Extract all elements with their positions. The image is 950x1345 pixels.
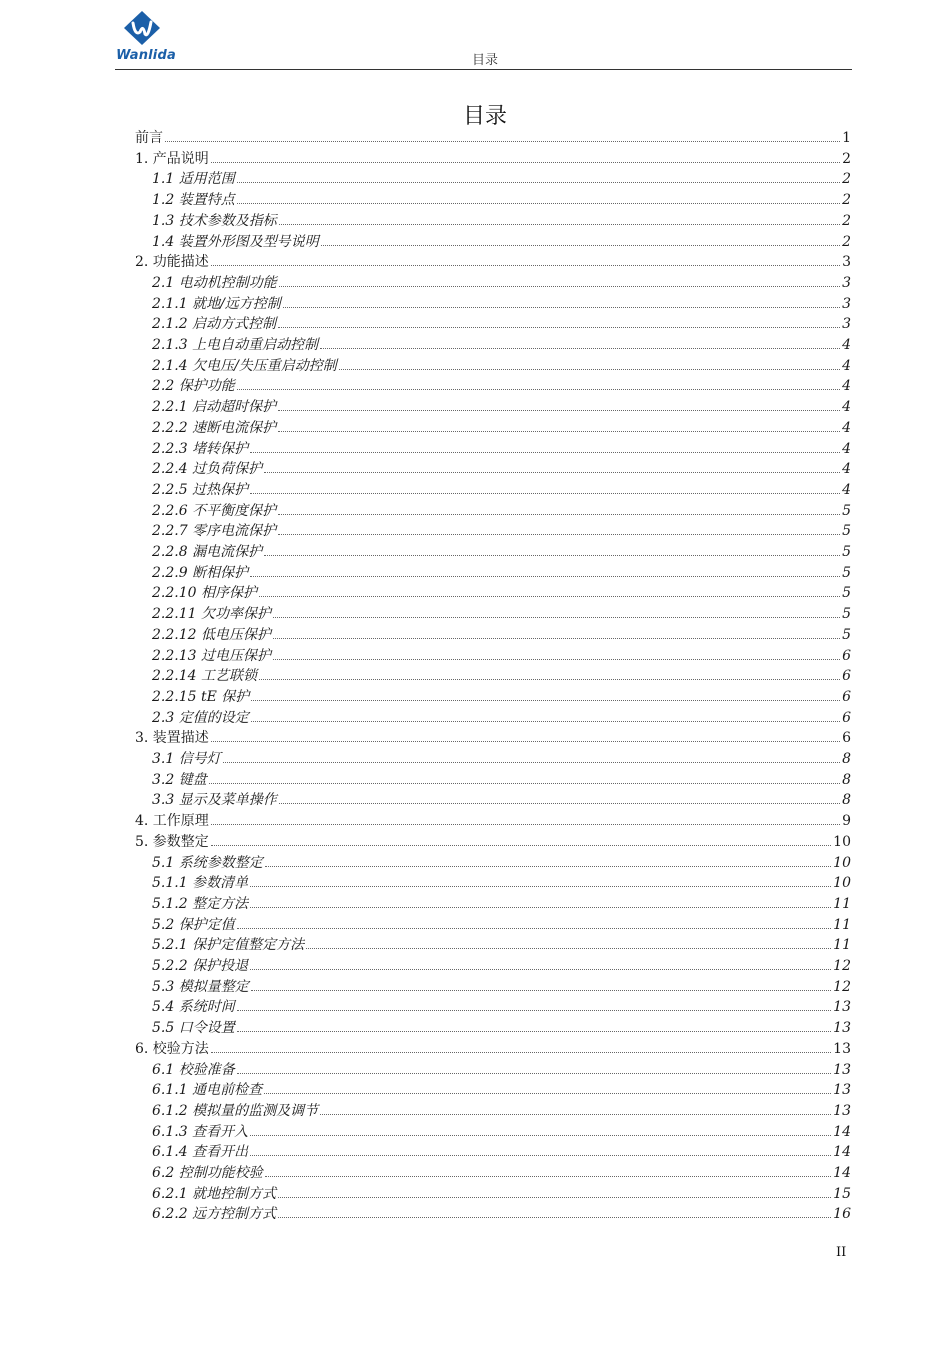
toc-entry-label: 2.2.15 tE 保护 [152,688,250,705]
toc-leader-dots [237,1030,831,1032]
toc-entry-page: 6 [842,647,851,664]
toc-leader-dots [321,244,840,246]
toc-entry-page: 4 [842,337,851,353]
toc-entry[interactable] [0,252,950,273]
toc-entry[interactable] [0,1122,950,1143]
toc-entry-label: 5.4 系统时间 [152,999,235,1016]
toc-entry-page: 11 [833,916,851,933]
toc-entry-page: 6 [842,688,851,705]
toc-entry-label: 6.1.2 模拟量的监测及调节 [152,1102,319,1119]
toc-leader-dots [250,575,840,577]
toc-entry-label: 2.1.3 上电自动重启动控制 [152,337,319,353]
toc-leader-dots [264,471,840,473]
toc-leader-dots [250,885,831,887]
toc-entry-label: 6.1.4 查看开出 [152,1144,249,1161]
toc-entry[interactable] [0,583,950,604]
toc-entry[interactable] [0,314,950,335]
toc-entry[interactable] [0,997,950,1018]
toc-entry-label: 1.3 技术参数及指标 [152,212,277,229]
toc-entry[interactable] [0,811,950,832]
toc-entry-page: 2 [842,212,851,229]
toc-leader-dots [211,161,840,163]
toc-entry-page: 3 [842,274,851,291]
toc-leader-dots [211,264,840,266]
toc-entry-page: 4 [842,419,851,436]
toc-entry[interactable] [0,1060,950,1081]
toc-entry-page: 5 [842,626,851,643]
toc-entry-label: 6.1.3 查看开入 [152,1123,249,1140]
toc-leader-dots [259,595,840,597]
toc-entry[interactable] [0,501,950,522]
toc-entry[interactable] [0,687,950,708]
toc-leader-dots [250,968,831,970]
toc-entry-page: 14 [833,1165,851,1181]
toc-entry[interactable] [0,646,950,667]
toc-entry-page: 11 [833,895,851,912]
toc-entry[interactable] [0,1039,950,1060]
toc-leader-dots [237,181,840,183]
toc-entry[interactable] [0,708,950,729]
toc-entry-page: 13 [833,1020,851,1037]
toc-entry-label: 2.2.13 过电压保护 [152,647,271,664]
toc-entry-page: 3 [842,316,851,333]
toc-entry-label: 2.3 定值的设定 [152,709,249,726]
toc-entry[interactable] [0,335,950,356]
toc-entry-page: 5 [842,523,851,540]
toc-entry[interactable] [0,1101,950,1122]
toc-entry-page: 15 [833,1185,851,1202]
toc-leader-dots [279,802,840,804]
toc-entry-label: 5.1 系统参数整定 [152,854,263,871]
toc-entry[interactable] [0,294,950,315]
toc-leader-dots [278,409,840,411]
toc-entry-label: 2.2.5 过热保护 [152,481,249,498]
toc-entry-page: 8 [842,771,851,788]
toc-leader-dots [278,1216,831,1218]
toc-entry[interactable] [0,977,950,998]
toc-leader-dots [251,720,840,722]
toc-entry-page: 5 [842,502,851,519]
toc-entry-label: 2.2 保护功能 [152,378,235,395]
toc-entry[interactable] [0,935,950,956]
toc-entry-label: 2.2.7 零序电流保护 [152,523,277,540]
toc-leader-dots [209,782,840,784]
toc-entry-label: 2.2.14 工艺联锁 [152,668,257,685]
toc-leader-dots [237,388,840,390]
toc-entry[interactable] [0,1184,950,1205]
toc-entry-page: 8 [842,792,851,809]
toc-entry[interactable] [0,397,950,418]
toc-entry[interactable] [0,770,950,791]
toc-entry[interactable] [0,749,950,770]
toc-entry-page: 2 [842,192,851,209]
toc-entry-label: 6.2.2 远方控制方式 [152,1206,277,1223]
page-number: II [836,1245,847,1260]
toc-entry-label: 5.1.1 参数清单 [152,875,249,892]
toc-entry-page: 5 [842,544,851,560]
toc-entry-label: 2.2.11 欠功率保护 [152,606,271,623]
toc-entry-label: 2.2.9 断相保护 [152,564,249,581]
toc-leader-dots [250,492,840,494]
toc-entry[interactable] [0,190,950,211]
toc-leader-dots [264,554,840,556]
toc-entry-label: 5.2.2 保护投退 [152,958,249,974]
toc-entry-page: 5 [842,585,851,602]
toc-entry-label: 1. 产品说明 [135,150,209,167]
toc-entry-label: 2.2.6 不平衡度保护 [152,502,277,519]
toc-leader-dots [250,1134,831,1136]
toc-leader-dots [273,637,840,639]
toc-entry-label: 3.3 显示及菜单操作 [152,792,277,809]
toc-leader-dots [279,223,840,225]
toc-entry-label: 前言 [135,130,163,146]
toc-entry[interactable] [0,832,950,853]
toc-entry[interactable] [0,1018,950,1039]
toc-entry[interactable] [0,418,950,439]
toc-leader-dots [251,699,840,701]
toc-entry[interactable] [0,542,950,563]
toc-entry-page: 4 [842,378,851,395]
toc-entry-label: 6.2.1 就地控制方式 [152,1185,277,1202]
toc-leader-dots [279,285,840,287]
toc-entry-label: 3. 装置描述 [135,730,209,747]
toc-leader-dots [237,927,831,929]
toc-entry-label: 2.2.2 速断电流保护 [152,419,277,436]
toc-entry-page: 10 [833,854,851,871]
toc-entry-page: 16 [833,1206,851,1223]
toc-entry-page: 6 [842,730,851,747]
toc-entry-label: 2. 功能描述 [135,254,209,271]
toc-entry-label: 4. 工作原理 [135,813,209,830]
toc-entry-label: 2.2.10 相序保护 [152,585,257,602]
toc-entry-label: 2.1 电动机控制功能 [152,274,277,291]
toc-entry[interactable] [0,894,950,915]
toc-entry-label: 6.1.1 通电前检查 [152,1082,263,1099]
toc-entry-page: 2 [842,233,851,250]
toc-entry[interactable] [0,232,950,253]
toc-entry-page: 4 [842,357,851,374]
toc-entry-page: 10 [833,833,851,850]
logo-text: Wanlida [116,48,176,63]
toc-entry-label: 3.1 信号灯 [152,751,221,767]
toc-entry-page: 9 [842,813,851,830]
toc-entry[interactable] [0,356,950,377]
toc-leader-dots [237,202,840,204]
toc-entry-page: 8 [842,751,851,767]
toc-entry-label: 5.2.1 保护定值整定方法 [152,937,305,954]
toc-leader-dots [278,1196,831,1198]
toc-leader-dots [165,140,840,142]
toc-entry[interactable] [0,873,950,894]
toc-entry-label: 5.1.2 整定方法 [152,895,249,912]
toc-entry-label: 2.2.12 低电压保护 [152,626,271,643]
toc-entry[interactable] [0,1163,950,1184]
toc-leader-dots [273,616,840,618]
toc-leader-dots [211,844,831,846]
toc-leader-dots [259,678,840,680]
toc-entry-page: 1 [842,130,851,146]
toc-leader-dots [250,906,831,908]
toc-entry-page: 14 [833,1123,851,1140]
toc-entry-label: 2.1.4 欠电压/失压重启动控制 [152,357,337,374]
toc-entry-page: 13 [833,1102,851,1119]
toc-leader-dots [278,430,840,432]
page-title: 目录 [462,104,507,129]
toc-entry-label: 2.1.2 启动方式控制 [152,316,277,333]
toc-entry-label: 2.2.8 漏电流保护 [152,544,263,560]
toc-entry-page: 3 [842,254,851,271]
toc-entry[interactable] [0,625,950,646]
toc-entry-label: 5.3 模拟量整定 [152,978,249,995]
toc-leader-dots [211,740,840,742]
toc-entry-label: 5. 参数整定 [135,833,209,850]
toc-entry-page: 13 [833,1082,851,1099]
toc-entry[interactable] [0,1204,950,1225]
toc-entry-page: 14 [833,1144,851,1161]
header-rule [115,69,852,70]
toc-leader-dots [265,865,831,867]
toc-leader-dots [320,347,840,349]
running-header-title: 目录 [471,53,498,68]
toc-entry[interactable] [0,1142,950,1163]
toc-entry-page: 4 [842,440,851,457]
toc-entry-page: 4 [842,481,851,498]
toc-leader-dots [250,1154,831,1156]
toc-entry-page: 2 [842,150,851,167]
toc-entry-label: 2.2.4 过负荷保护 [152,461,263,478]
toc-entry[interactable] [0,853,950,874]
toc-leader-dots [251,989,831,991]
toc-entry[interactable] [0,376,950,397]
toc-entry-page: 6 [842,709,851,726]
toc-entry[interactable] [0,439,950,460]
toc-entry-page: 2 [842,171,851,188]
toc-leader-dots [265,1175,831,1177]
toc-entry-page: 5 [842,606,851,623]
toc-entry-label: 1.1 适用范围 [152,171,235,188]
toc-entry-label: 5.2 保护定值 [152,916,235,933]
toc-leader-dots [211,1051,831,1053]
toc-entry[interactable] [0,915,950,936]
toc-entry[interactable] [0,666,950,687]
toc-entry-page: 3 [842,295,851,312]
toc-entry[interactable] [0,211,950,232]
toc-entry-label: 2.1.1 就地/远方控制 [152,295,281,312]
toc-leader-dots [339,368,840,370]
toc-entry-page: 5 [842,564,851,581]
toc-leader-dots [237,1072,831,1074]
toc-entry-label: 6. 校验方法 [135,1040,209,1057]
toc-entry[interactable] [0,1080,950,1101]
toc-entry-page: 12 [833,958,851,974]
toc-entry-page: 11 [833,937,851,954]
toc-leader-dots [278,326,840,328]
toc-entry-label: 1.2 装置特点 [152,192,235,209]
toc-entry-label: 6.1 校验准备 [152,1061,235,1078]
toc-leader-dots [320,1113,831,1115]
toc-leader-dots [278,533,840,535]
toc-entry[interactable] [0,128,950,149]
toc-entry-label: 2.2.1 启动超时保护 [152,399,277,416]
toc-leader-dots [273,658,840,660]
toc-leader-dots [211,823,840,825]
toc-entry-label: 1.4 装置外形图及型号说明 [152,233,319,250]
toc-leader-dots [237,1009,831,1011]
toc-leader-dots [223,761,840,763]
toc-entry[interactable] [0,563,950,584]
toc-leader-dots [250,451,840,453]
toc-entry-page: 4 [842,399,851,416]
wanlida-logo-icon [122,10,162,48]
toc-entry[interactable] [0,459,950,480]
toc-entry-label: 5.5 口令设置 [152,1020,235,1037]
toc-entry[interactable] [0,956,950,977]
toc-entry[interactable] [0,149,950,170]
toc-leader-dots [264,1092,831,1094]
toc-entry-label: 6.2 控制功能校验 [152,1165,263,1181]
toc-entry[interactable] [0,521,950,542]
toc-entry-label: 3.2 键盘 [152,771,207,788]
toc-leader-dots [278,513,840,515]
toc-entry-page: 13 [833,1040,851,1057]
toc-entry-page: 12 [833,978,851,995]
toc-entry[interactable] [0,728,950,749]
toc-entry[interactable] [0,604,950,625]
toc-entry-page: 10 [833,875,851,892]
toc-leader-dots [283,306,840,308]
toc-entry-page: 4 [842,461,851,478]
toc-entry-page: 13 [833,1061,851,1078]
toc-entry-label: 2.2.3 堵转保护 [152,440,249,457]
toc-entry[interactable] [0,273,950,294]
toc-entry[interactable] [0,480,950,501]
toc-entry-page: 6 [842,668,851,685]
toc-entry[interactable] [0,169,950,190]
toc-leader-dots [306,947,831,949]
toc-entry[interactable] [0,790,950,811]
toc-entry-page: 13 [833,999,851,1016]
